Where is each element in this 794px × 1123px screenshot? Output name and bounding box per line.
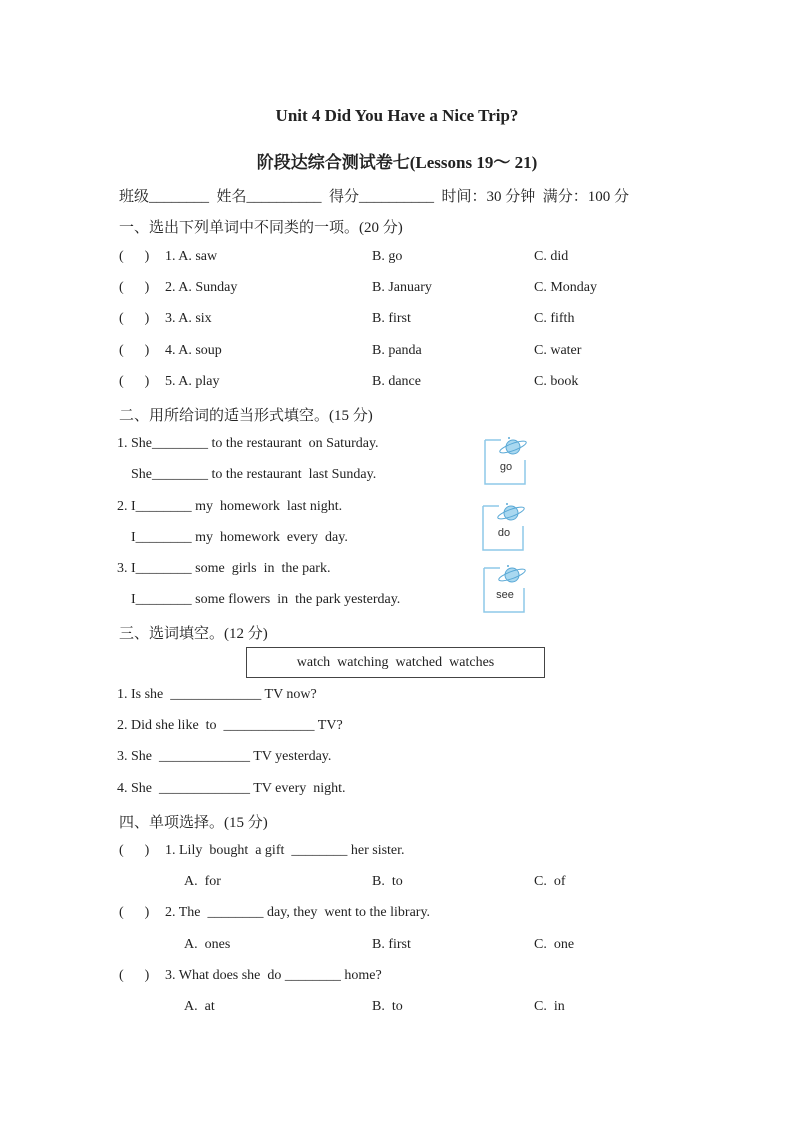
option-b: B. go (372, 249, 403, 264)
fill-in-line[interactable]: 4. She _____________ TV every night. (117, 781, 346, 796)
option-b: B. to (372, 874, 403, 889)
page-subtitle: 阶段达综合测试卷七(Lessons 19～ 21) (256, 153, 538, 172)
section-2-heading: 二、用所给词的适当形式填空。(15 分) (119, 408, 373, 424)
fill-in-line[interactable]: I________ my homework every day. (117, 530, 348, 545)
option-c: C. fifth (534, 311, 575, 326)
option-c: C. in (534, 999, 565, 1014)
option-a: A. ones (184, 937, 231, 952)
question-stem: 1. A. saw (165, 249, 218, 264)
fill-in-line[interactable]: 3. She _____________ TV yesterday. (117, 749, 332, 764)
section-1-heading: 一、选出下列单词中不同类的一项。(20 分) (119, 220, 403, 236)
answer-paren[interactable]: ( ) (119, 280, 150, 295)
card-label: see (496, 589, 514, 601)
card-label: go (499, 461, 513, 473)
fill-in-line[interactable]: 3. I________ some girls in the park. (117, 561, 331, 576)
word-box-text: watch watching watched watches (296, 654, 495, 670)
answer-paren[interactable]: ( ) (119, 843, 150, 858)
question-stem: 2. A. Sunday (165, 280, 238, 295)
fill-in-line[interactable]: 2. Did she like to _____________ TV? (117, 718, 343, 733)
student-info-line: 班级________ 姓名__________ 得分__________ 时间：30 分钟 满分：100 分 (119, 189, 630, 205)
option-c: C. Monday (534, 280, 597, 295)
option-c: C. one (534, 937, 575, 952)
answer-paren[interactable]: ( ) (119, 311, 150, 326)
page-title: Unit 4 Did You Have a Nice Trip? (275, 106, 519, 125)
option-a: A. for (184, 874, 221, 889)
option-c: C. book (534, 374, 579, 389)
question-stem: 3. What does she do ________ home? (165, 968, 382, 983)
section-3-heading: 三、选词填空。(12 分) (119, 626, 268, 642)
question-stem: 4. A. soup (165, 343, 222, 358)
option-b: B. first (372, 937, 411, 952)
answer-paren[interactable]: ( ) (119, 374, 150, 389)
option-c: C. water (534, 343, 582, 358)
answer-paren[interactable]: ( ) (119, 905, 150, 920)
option-b: B. January (372, 280, 432, 295)
word-card-do (477, 502, 522, 550)
answer-paren[interactable]: ( ) (119, 968, 150, 983)
option-b: B. to (372, 999, 403, 1014)
option-c: C. of (534, 874, 566, 889)
option-c: C. did (534, 249, 569, 264)
question-stem: 2. The ________ day, they went to the library. (165, 905, 431, 920)
question-stem: 3. A. six (165, 311, 212, 326)
fill-in-line[interactable]: 1. She________ to the restaurant on Saturday. (117, 436, 379, 451)
card-label: do (497, 527, 511, 539)
word-box (246, 647, 545, 678)
option-a: A. at (184, 999, 215, 1014)
option-b: B. first (372, 311, 411, 326)
fill-in-line[interactable]: I________ some flowers in the park yesterday. (117, 592, 401, 607)
fill-in-line[interactable]: She________ to the restaurant last Sunday. (117, 467, 377, 482)
section-4-heading: 四、单项选择。(15 分) (119, 815, 268, 831)
question-stem: 5. A. play (165, 374, 220, 389)
option-b: B. dance (372, 374, 421, 389)
word-card-see (478, 564, 523, 612)
answer-paren[interactable]: ( ) (119, 343, 150, 358)
question-stem: 1. Lily bought a gift ________ her sister. (165, 843, 405, 858)
answer-paren[interactable]: ( ) (119, 249, 150, 264)
option-b: B. panda (372, 343, 422, 358)
fill-in-line[interactable]: 1. Is she _____________ TV now? (117, 687, 317, 702)
fill-in-line[interactable]: 2. I________ my homework last night. (117, 499, 343, 514)
word-card-go (479, 436, 524, 484)
